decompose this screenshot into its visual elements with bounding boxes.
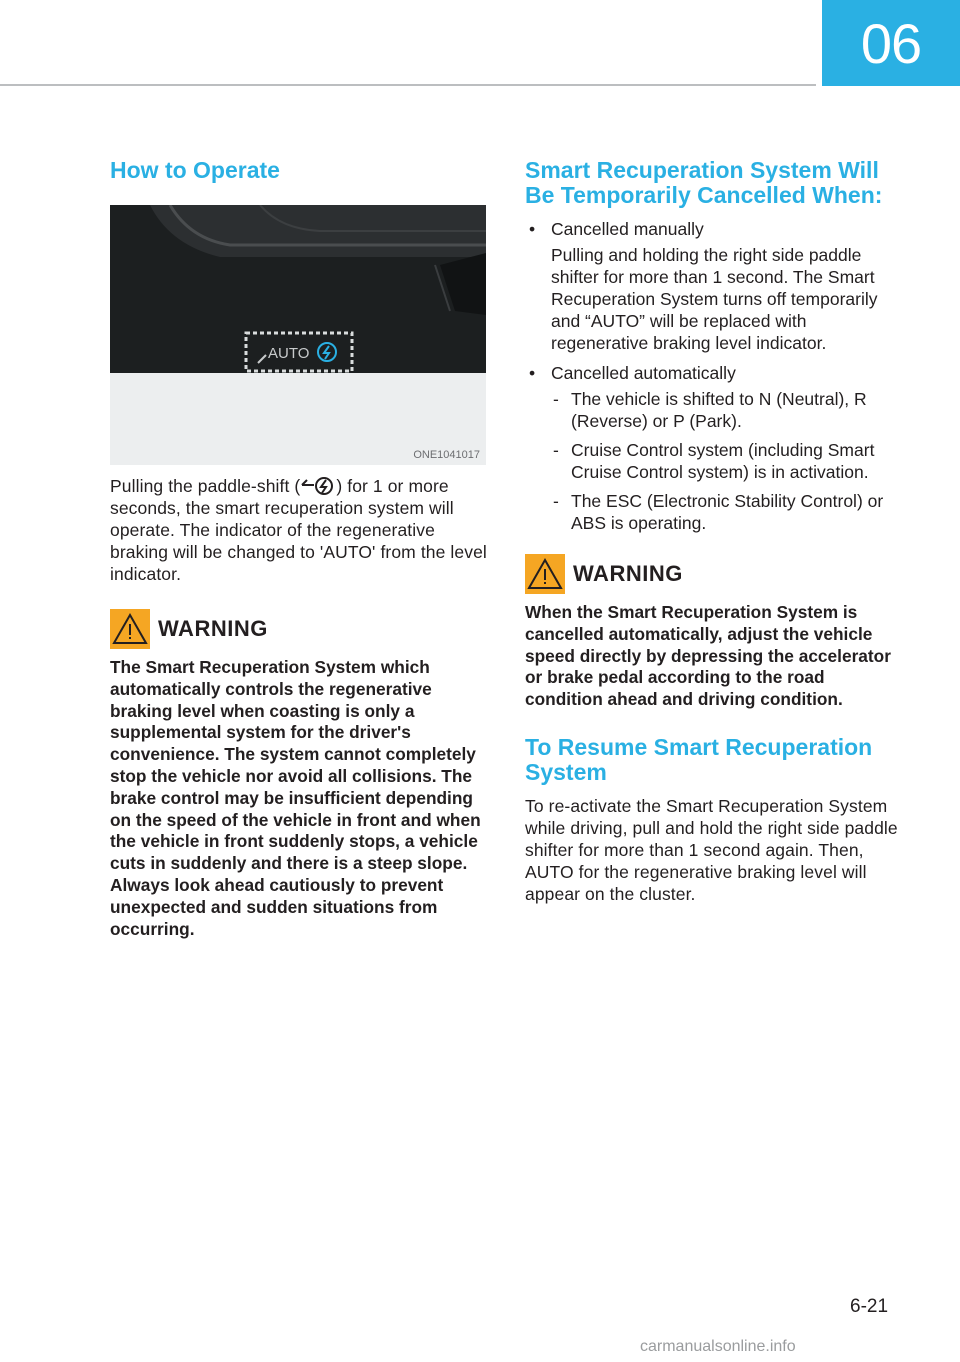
left-column [110,158,488,940]
warning-label: WARNING [158,616,268,641]
bullet-detail: Pulling and holding the right side paddle shifter for more than 1 second. The Smart Recuperation System turns off temporarily and “AUTO” will be replaced with regenerative braking level indicator. [551,245,878,353]
sub-item: - The ESC (Electronic Stability Control) or ABS is operating. [551,490,905,534]
section-heading-how-to-operate: How to Operate [110,157,280,183]
warning-header [110,609,488,649]
operate-text-end: ) for 1 or more seconds, the smart recuperation system will operate. The indicator of the regenerative braking will be changed to 'AUTO' from the level indicator. [110,476,487,584]
sub-item: - The vehicle is shifted to N (Neutral), R (Reverse) or P (Park). [551,388,905,432]
page-number: 6-21 [850,1296,889,1317]
warning-triangle-icon [110,609,150,649]
bullet-title: • Cancelled manually [551,219,704,239]
warning-text: The Smart Recuperation System which automatically controls the regenerative braking level when coasting is only a supplemental system for the driver's convenience. The system cannot completely stop the vehicle nor avoid all collisions. The brake control may be insufficient depending on the speed of the vehicle in front and when the vehicle in front suddenly stops, a vehicle cuts in suddenly and there is a steep slope. Always look ahead cautiously to prevent unexpected and sudden situations from occurring. [110,657,481,939]
chapter-tab: 06 [822,0,960,86]
warning-label: WARNING [573,561,683,586]
sub-item: - Cruise Control system (including Smart Cruise Control system) is in activation. [551,439,905,483]
auto-cancel-sublist [551,388,905,534]
watermark: carmanualsonline.info [640,1338,796,1355]
operate-text-start: Pulling the paddle-shift ( [110,476,301,496]
list-item-cancelled-automatically [525,362,905,534]
paddle-shift-icon [300,476,336,496]
cancel-conditions-list [525,218,905,534]
warning-text: When the Smart Recuperation System is cancelled automatically, adjust the vehicle speed directly by depressing the accelerator or brake pedal according to the road condition ahead and driving condition. [525,602,891,710]
figure-code: ONE1041017 [413,449,480,461]
list-item-cancelled-manually [525,218,905,354]
warning-triangle-icon [525,554,565,594]
section-heading-cancelled: Smart Recuperation System Will Be Temporarily Cancelled When: [525,157,883,208]
bullet-title: • Cancelled automatically [551,363,736,383]
right-column [525,158,905,905]
section-heading-resume: To Resume Smart Recuperation System [525,733,873,785]
resume-paragraph: To re-activate the Smart Recuperation System while driving, pull and hold the right side paddle shifter for more than 1 second again. Then, AUTO for the regenerative braking level will appear on the cluster. [525,795,898,904]
operate-paragraph [110,475,488,585]
cluster-illustration [110,205,486,465]
warning-header [525,554,905,594]
auto-indicator-label: AUTO [268,345,310,362]
header-rule [0,84,816,86]
cluster-figure [110,205,486,465]
